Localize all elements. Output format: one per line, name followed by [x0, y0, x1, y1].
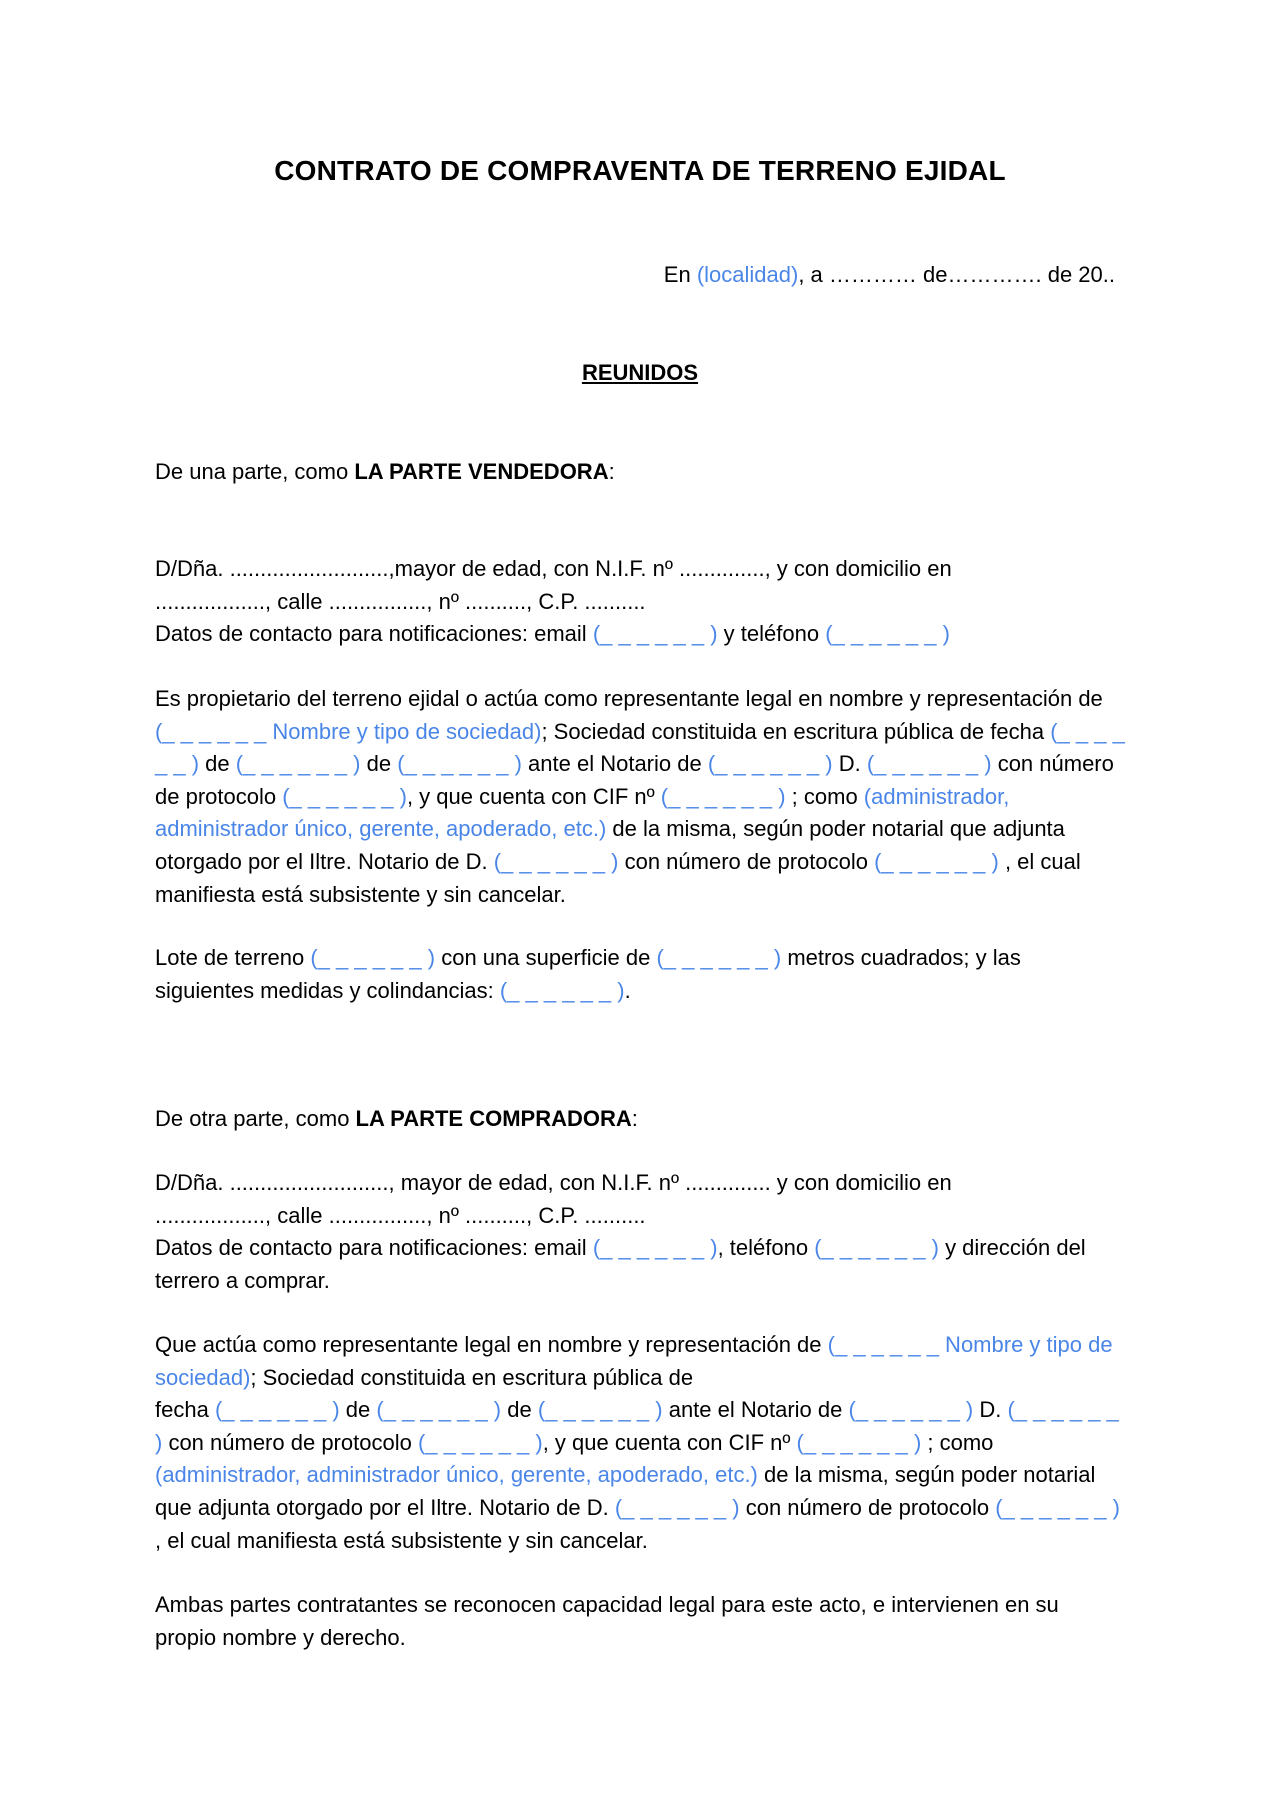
text-run: de — [339, 1397, 377, 1423]
deed-month-placeholder: (_ _ _ _ _ _ ) — [235, 751, 361, 777]
seller-contact-prefix: Datos de contacto para notificaciones: email — [155, 621, 593, 647]
text-run: ante el Notario de — [662, 1397, 849, 1423]
buyer-intro-prefix: De otra parte, como — [155, 1106, 356, 1131]
text-run: , y que cuenta con CIF nº — [542, 1429, 797, 1455]
text-run: de — [360, 751, 398, 777]
lot-boundaries-placeholder: (_ _ _ _ _ _ ) — [499, 977, 625, 1003]
deed-day-placeholder: (_ _ _ _ _ _ ) — [214, 1397, 340, 1423]
buyer-id-line1: D/Dña. .........................., mayor de edad, con N.I.F. nº .............. y con domicilio en — [155, 1170, 952, 1195]
text-run: . — [624, 977, 631, 1003]
buyer-intro — [155, 1103, 1125, 1136]
company-name-placeholder: (_ _ _ _ _ _ Nombre y tipo de sociedad) — [155, 718, 542, 744]
cif-placeholder: (_ _ _ _ _ _ ) — [796, 1429, 922, 1455]
buyer-contact-suffix: y dirección del terrero a comprar. — [155, 1235, 1086, 1293]
buyer-contact-line — [155, 1232, 1125, 1297]
text-run: Es propietario del terreno ejidal o actúa como representante legal en nombre y representación de — [155, 686, 1103, 711]
text-run: D. — [973, 1397, 1008, 1423]
text-run: , el cual manifiesta está subsistente y sin cancelar. — [155, 1527, 648, 1553]
deed-month-placeholder: (_ _ _ _ _ _ ) — [376, 1397, 502, 1423]
seller-email-placeholder: (_ _ _ _ _ _ ) — [592, 621, 718, 647]
buyer-representation-paragraph — [155, 1329, 1125, 1557]
seller-phone-placeholder: (_ _ _ _ _ _ ) — [825, 621, 950, 647]
text-run: ante el Notario de — [521, 751, 708, 777]
deed-year-placeholder: (_ _ _ _ _ _ ) — [537, 1397, 663, 1423]
poa-protocol-placeholder: (_ _ _ _ _ _ ) — [995, 1494, 1120, 1520]
text-run: con número de protocolo — [739, 1494, 996, 1520]
text-run: ; como — [921, 1429, 994, 1455]
buyer-party-label: LA PARTE COMPRADORA — [355, 1106, 632, 1131]
text-run: , y que cuenta con CIF nº — [406, 783, 661, 809]
text-run: de — [501, 1397, 538, 1423]
cif-placeholder: (_ _ _ _ _ _ ) — [660, 783, 786, 809]
seller-id-line1: D/Dña. ..........................,mayor de edad, con N.I.F. nº .............., y con domicilio en — [155, 556, 952, 581]
seller-party-label: LA PARTE VENDEDORA — [354, 459, 609, 484]
section-heading: REUNIDOS — [581, 360, 699, 385]
text-run: con número de protocolo — [618, 848, 875, 874]
buyer-contact-mid: , teléfono — [717, 1235, 815, 1261]
text-run: de — [199, 751, 236, 777]
text-run: de la misma, según poder notarial que adjunta otorgado por el Iltre. Notario de D. — [155, 816, 1065, 874]
notary-name-placeholder: (_ _ _ _ _ _ ) — [155, 1397, 1119, 1455]
text-run: ; como — [785, 783, 864, 809]
text-run: Que actúa como representante legal en nombre y representación de — [155, 1332, 828, 1357]
notary-name-placeholder: (_ _ _ _ _ _ ) — [866, 751, 992, 777]
date-suffix: , a ………… de…………. de 20.. — [798, 262, 1115, 287]
protocol-number-placeholder: (_ _ _ _ _ _ ) — [282, 783, 407, 809]
text-run: fecha — [155, 1397, 215, 1423]
poa-notary-placeholder: (_ _ _ _ _ _ ) — [614, 1494, 740, 1520]
poa-protocol-placeholder: (_ _ _ _ _ _ ) — [874, 848, 999, 874]
buyer-rep-lines-2 — [155, 1394, 1125, 1557]
buyer-identification — [155, 1167, 1125, 1297]
buyer-contact-prefix: Datos de contacto para notificaciones: email — [155, 1235, 593, 1261]
text-run: D. — [832, 751, 867, 777]
buyer-phone-placeholder: (_ _ _ _ _ _ ) — [814, 1235, 939, 1261]
seller-contact-mid: y teléfono — [717, 621, 826, 647]
buyer-id-line2: .................., calle ................, nº .........., C.P. .......... — [155, 1202, 646, 1228]
text-run: con una superficie de — [435, 945, 657, 970]
notary-city-placeholder: (_ _ _ _ _ _ ) — [707, 751, 833, 777]
lot-id-placeholder: (_ _ _ _ _ _ ) — [310, 945, 436, 970]
company-name-placeholder: (_ _ _ _ _ _ Nombre y tipo de sociedad) — [155, 1332, 1113, 1390]
seller-identification — [155, 553, 1125, 651]
seller-ownership-paragraph — [155, 683, 1125, 911]
seller-id-line2: .................., calle ................, nº .........., C.P. .......... — [155, 588, 646, 614]
text-run: metros cuadrados; y las siguientes medidas y colindancias: — [155, 945, 1021, 1003]
closing-paragraph: Ambas partes contratantes se reconocen capacidad legal para este acto, e intervienen en su propio nombre y derecho. — [155, 1592, 1059, 1650]
text-run: con número de protocolo — [155, 751, 1114, 809]
date-line — [664, 262, 1115, 288]
role-placeholder: (administrador, administrador único, gerente, apoderado, etc.) — [155, 783, 1010, 842]
role-placeholder: (administrador, administrador único, gerente, apoderado, etc.) — [155, 1462, 758, 1488]
text-run: ; Sociedad constituida en escritura pública de fecha — [541, 718, 1051, 744]
text-run: con número de protocolo — [162, 1429, 418, 1455]
seller-contact-line — [155, 618, 1125, 651]
buyer-intro-suffix: : — [631, 1106, 638, 1131]
lot-paragraph — [155, 942, 1125, 1007]
date-prefix: En — [663, 262, 697, 287]
buyer-email-placeholder: (_ _ _ _ _ _ ) — [592, 1235, 718, 1261]
document-title: CONTRATO DE COMPRAVENTA DE TERRENO EJIDAL — [274, 155, 1006, 186]
buyer-rep-lines-1 — [155, 1329, 1125, 1394]
deed-year-placeholder: (_ _ _ _ _ _ ) — [397, 751, 522, 777]
deed-day-placeholder: (_ _ _ _ _ _ ) — [155, 718, 1125, 777]
poa-notary-placeholder: (_ _ _ _ _ _ ) — [493, 848, 619, 874]
notary-city-placeholder: (_ _ _ _ _ _ ) — [848, 1397, 974, 1423]
protocol-number-placeholder: (_ _ _ _ _ _ ) — [417, 1429, 543, 1455]
text-run: ; Sociedad constituida en escritura pública de — [250, 1364, 694, 1390]
seller-intro — [155, 456, 1125, 489]
seller-intro-prefix: De una parte, como — [155, 459, 355, 484]
text-run: de la misma, según poder notarial que adjunta otorgado por el Iltre. Notario de D. — [155, 1462, 1096, 1520]
text-run: , el cual manifiesta está subsistente y sin cancelar. — [155, 848, 1081, 907]
lot-area-placeholder: (_ _ _ _ _ _ ) — [656, 945, 782, 970]
locality-placeholder: (localidad) — [696, 262, 799, 287]
seller-intro-suffix: : — [608, 459, 615, 484]
text-run: Lote de terreno — [155, 945, 311, 970]
